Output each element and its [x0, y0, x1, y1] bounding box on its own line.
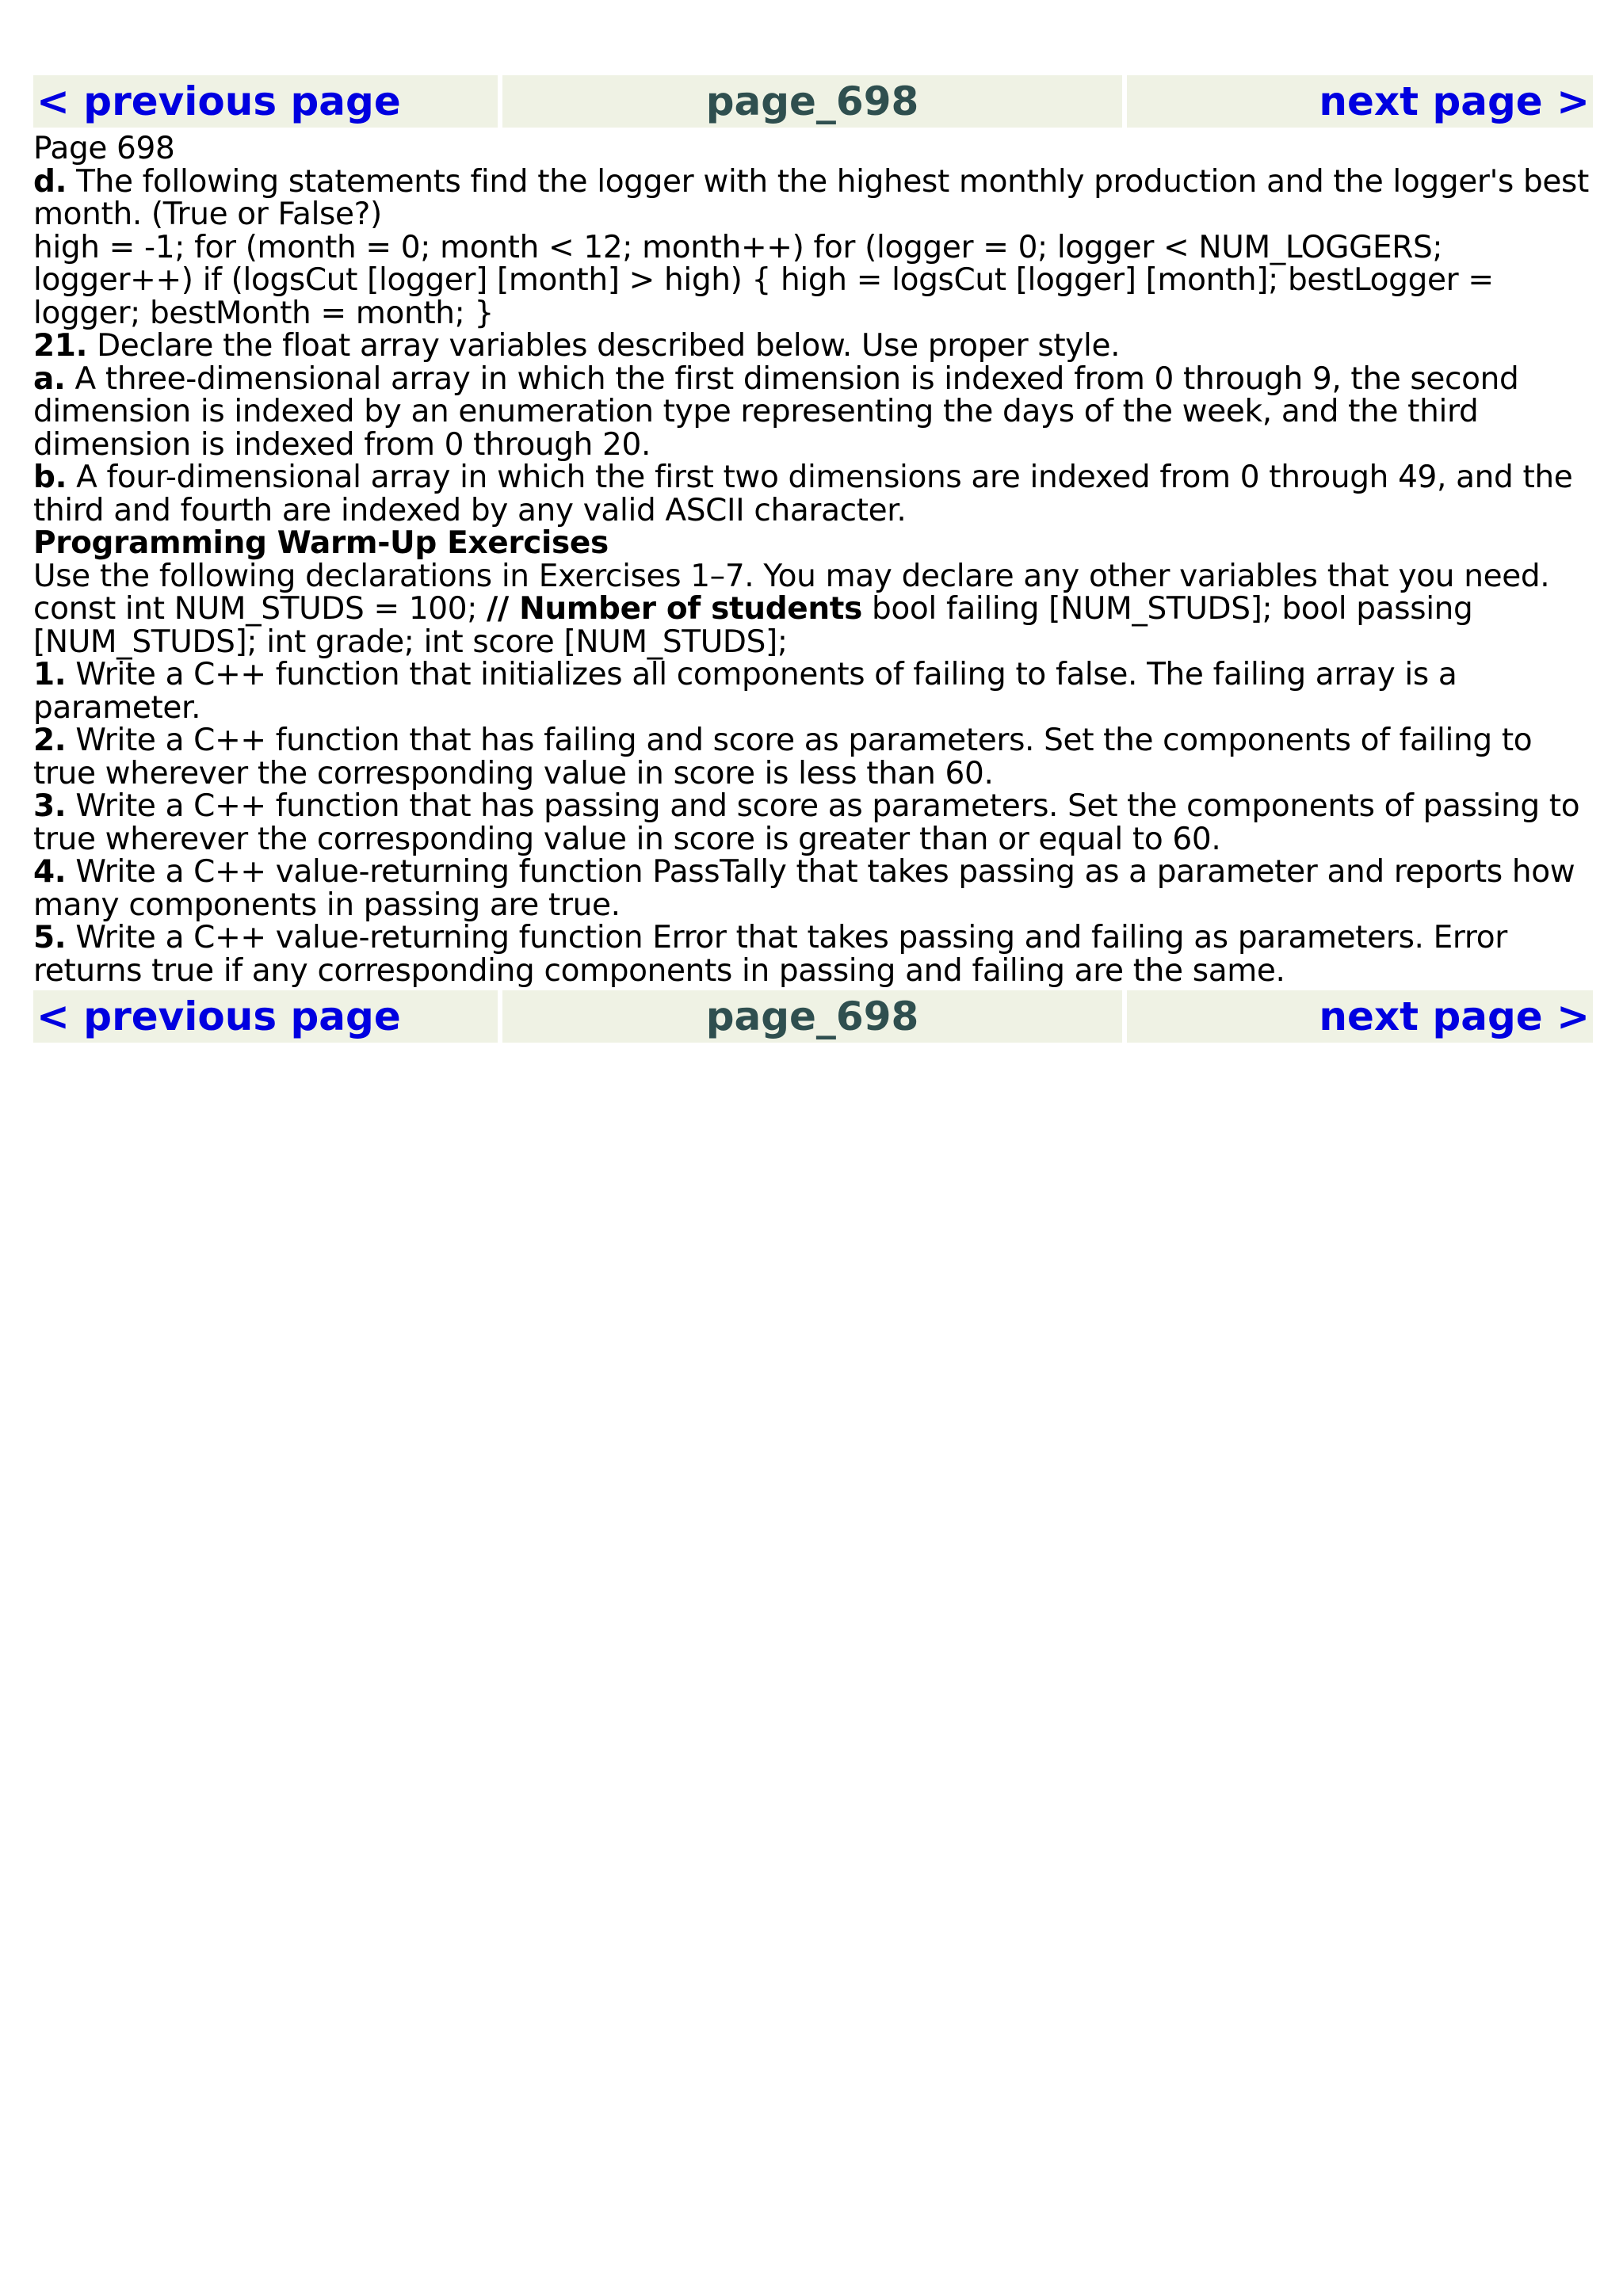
- top-nav-prev-cell: [33, 75, 498, 128]
- exercise-3-text: Write a C++ function that has passing and score as parameters. Set the components of passing to true wherever the corresponding value in score is greater than or equal to 60.: [33, 788, 1580, 857]
- top-navigation: [33, 75, 1593, 128]
- top-next-page-link[interactable]: next page >: [1319, 78, 1590, 124]
- exercise-5: [33, 921, 1593, 987]
- exercise-1-marker: 1.: [33, 657, 67, 692]
- declarations: [33, 593, 1593, 658]
- question-21b-text: A four-dimensional array in which the first two dimensions are indexed from 0 through 49, and the third and fourth are indexed by any valid ASCII character.: [33, 460, 1573, 528]
- section-heading: Programming Warm-Up Exercises: [33, 525, 609, 561]
- declarations-comment: // Number of students: [487, 591, 862, 627]
- exercise-5-marker: 5.: [33, 920, 67, 955]
- question-21b: [33, 461, 1593, 527]
- item-d-marker: d.: [33, 163, 67, 200]
- exercise-4-marker: 4.: [33, 854, 67, 890]
- exercise-1-text: Write a C++ function that initializes all components of failing to false. The failing array is a parameter.: [33, 657, 1457, 726]
- exercise-4-text: Write a C++ value-returning function PassTally that takes passing as a parameter and reports how many components in passing are true.: [33, 854, 1575, 923]
- question-21a-marker: a.: [33, 360, 66, 397]
- exercise-4: [33, 856, 1593, 921]
- top-previous-page-link[interactable]: < previous page: [36, 78, 401, 124]
- declarations-part2: bool failing [NUM_STUDS]; bool passing [NUM_STUDS]; int grade; int score [NUM_STUDS];: [33, 591, 1473, 660]
- exercise-2: [33, 724, 1593, 790]
- exercise-1: [33, 658, 1593, 724]
- page-number: Page 698: [33, 131, 175, 166]
- declarations-part1: const int NUM_STUDS = 100;: [33, 591, 487, 627]
- item-d-text: The following statements find the logger with the highest monthly production and the logger's best month. (True or False?): [33, 163, 1589, 232]
- exercise-3: [33, 790, 1593, 856]
- exercise-2-marker: 2.: [33, 723, 67, 758]
- exercise-5-text: Write a C++ value-returning function Error that takes passing and failing as parameters. Error returns true if any corresponding components in passing and failing are the same.: [33, 920, 1507, 989]
- bottom-nav-prev-cell: [33, 990, 498, 1043]
- question-21b-marker: b.: [33, 460, 67, 495]
- question-21a: [33, 360, 1593, 463]
- item-d-code: high = -1; for (month = 0; month < 12; month++) for (logger = 0; logger < NUM_LOGGERS; logger++) if (logsCut [logger] [month] > high) { high = logsCut [logger] [month]; bestLogger = logger; bestMonth = month; }: [33, 229, 1494, 331]
- exercise-3-marker: 3.: [33, 788, 67, 824]
- section-intro: Use the following declarations in Exercises 1–7. You may declare any other variables that you need.: [33, 558, 1550, 594]
- page-content: [33, 128, 1593, 990]
- question-21: [33, 330, 1593, 363]
- bottom-previous-page-link[interactable]: < previous page: [36, 994, 401, 1039]
- page: [33, 75, 1593, 1043]
- bottom-nav-next-cell: [1127, 990, 1593, 1043]
- bottom-next-page-link[interactable]: next page >: [1319, 994, 1590, 1039]
- question-21a-text: A three-dimensional array in which the first dimension is indexed from 0 through 9, the second dimension is indexed by an enumeration type representing the days of the week, and the third dimension is indexed from 0 through 20.: [33, 360, 1519, 463]
- exercise-2-text: Write a C++ function that has failing and score as parameters. Set the components of failing to true wherever the corresponding value in score is less than 60.: [33, 723, 1533, 791]
- top-nav-next-cell: [1127, 75, 1593, 128]
- question-21-text: Declare the float array variables described below. Use proper style.: [97, 328, 1121, 364]
- top-page-label: page_698: [502, 75, 1122, 128]
- bottom-navigation: [33, 990, 1593, 1043]
- question-21-marker: 21.: [33, 328, 88, 364]
- bottom-page-label: page_698: [502, 990, 1122, 1043]
- item-d: [33, 163, 1593, 232]
